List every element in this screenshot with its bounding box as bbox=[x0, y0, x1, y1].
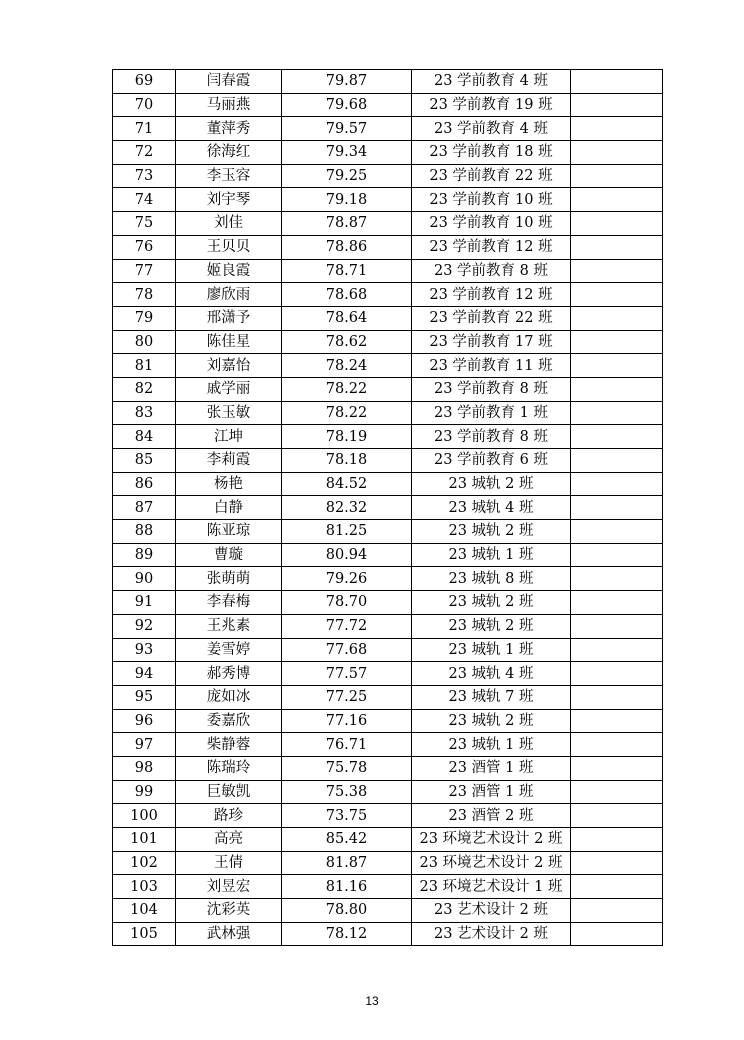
remark-cell bbox=[571, 425, 663, 449]
remark-cell bbox=[571, 828, 663, 852]
class-cell: 23 城轨 2 班 bbox=[412, 709, 571, 733]
name-cell: 陈瑞玲 bbox=[176, 756, 282, 780]
name-cell: 巨敏凯 bbox=[176, 780, 282, 804]
score-cell: 76.71 bbox=[282, 733, 412, 757]
score-cell: 77.16 bbox=[282, 709, 412, 733]
table-row bbox=[113, 354, 663, 378]
name-cell: 武林强 bbox=[176, 922, 282, 946]
score-cell: 78.68 bbox=[282, 283, 412, 307]
class-cell: 23 城轨 4 班 bbox=[412, 496, 571, 520]
rank-cell: 76 bbox=[113, 235, 176, 259]
score-cell: 78.71 bbox=[282, 259, 412, 283]
table-row bbox=[113, 164, 663, 188]
name-cell: 王贝贝 bbox=[176, 235, 282, 259]
name-cell: 张玉敏 bbox=[176, 401, 282, 425]
remark-cell bbox=[571, 780, 663, 804]
table-row bbox=[113, 259, 663, 283]
table-row bbox=[113, 780, 663, 804]
class-cell: 23 城轨 7 班 bbox=[412, 685, 571, 709]
remark-cell bbox=[571, 614, 663, 638]
remark-cell bbox=[571, 212, 663, 236]
score-cell: 78.18 bbox=[282, 449, 412, 473]
class-cell: 23 城轨 4 班 bbox=[412, 662, 571, 686]
class-cell: 23 酒管 1 班 bbox=[412, 756, 571, 780]
table-row bbox=[113, 306, 663, 330]
name-cell: 路珍 bbox=[176, 804, 282, 828]
rank-cell: 88 bbox=[113, 520, 176, 544]
rank-cell: 85 bbox=[113, 449, 176, 473]
name-cell: 委嘉欣 bbox=[176, 709, 282, 733]
table-row bbox=[113, 377, 663, 401]
score-cell: 79.34 bbox=[282, 141, 412, 165]
rank-cell: 72 bbox=[113, 141, 176, 165]
remark-cell bbox=[571, 188, 663, 212]
rank-cell: 83 bbox=[113, 401, 176, 425]
remark-cell bbox=[571, 567, 663, 591]
class-cell: 23 城轨 2 班 bbox=[412, 614, 571, 638]
remark-cell bbox=[571, 543, 663, 567]
table-row bbox=[113, 567, 663, 591]
rank-cell: 69 bbox=[113, 70, 176, 94]
class-cell: 23 环境艺术设计 1 班 bbox=[412, 875, 571, 899]
class-cell: 23 环境艺术设计 2 班 bbox=[412, 828, 571, 852]
remark-cell bbox=[571, 709, 663, 733]
score-cell: 77.25 bbox=[282, 685, 412, 709]
class-cell: 23 学前教育 4 班 bbox=[412, 70, 571, 94]
table-body bbox=[113, 70, 663, 946]
score-cell: 79.26 bbox=[282, 567, 412, 591]
score-cell: 81.87 bbox=[282, 851, 412, 875]
table-row bbox=[113, 401, 663, 425]
table-row bbox=[113, 756, 663, 780]
class-cell: 23 学前教育 12 班 bbox=[412, 235, 571, 259]
rank-cell: 100 bbox=[113, 804, 176, 828]
rank-cell: 75 bbox=[113, 212, 176, 236]
remark-cell bbox=[571, 496, 663, 520]
score-cell: 75.38 bbox=[282, 780, 412, 804]
score-cell: 84.52 bbox=[282, 472, 412, 496]
score-cell: 79.57 bbox=[282, 117, 412, 141]
rank-cell: 74 bbox=[113, 188, 176, 212]
score-cell: 78.64 bbox=[282, 306, 412, 330]
class-cell: 23 学前教育 1 班 bbox=[412, 401, 571, 425]
name-cell: 柴静蓉 bbox=[176, 733, 282, 757]
rank-cell: 84 bbox=[113, 425, 176, 449]
name-cell: 陈亚琼 bbox=[176, 520, 282, 544]
table-row bbox=[113, 472, 663, 496]
rank-cell: 91 bbox=[113, 591, 176, 615]
name-cell: 廖欣雨 bbox=[176, 283, 282, 307]
remark-cell bbox=[571, 117, 663, 141]
name-cell: 徐海红 bbox=[176, 141, 282, 165]
table-row bbox=[113, 828, 663, 852]
page-number: 13 bbox=[365, 994, 379, 1008]
score-cell: 78.24 bbox=[282, 354, 412, 378]
class-cell: 23 学前教育 12 班 bbox=[412, 283, 571, 307]
class-cell: 23 城轨 8 班 bbox=[412, 567, 571, 591]
remark-cell bbox=[571, 875, 663, 899]
score-cell: 77.72 bbox=[282, 614, 412, 638]
score-cell: 77.57 bbox=[282, 662, 412, 686]
table-row bbox=[113, 614, 663, 638]
score-cell: 73.75 bbox=[282, 804, 412, 828]
table-row bbox=[113, 93, 663, 117]
rank-cell: 103 bbox=[113, 875, 176, 899]
table-row bbox=[113, 733, 663, 757]
table-row bbox=[113, 662, 663, 686]
rank-cell: 93 bbox=[113, 638, 176, 662]
table-row bbox=[113, 188, 663, 212]
class-cell: 23 城轨 1 班 bbox=[412, 733, 571, 757]
class-cell: 23 学前教育 18 班 bbox=[412, 141, 571, 165]
rank-cell: 82 bbox=[113, 377, 176, 401]
rank-cell: 90 bbox=[113, 567, 176, 591]
name-cell: 王兆素 bbox=[176, 614, 282, 638]
class-cell: 23 酒管 1 班 bbox=[412, 780, 571, 804]
class-cell: 23 学前教育 8 班 bbox=[412, 377, 571, 401]
name-cell: 李莉霞 bbox=[176, 449, 282, 473]
class-cell: 23 艺术设计 2 班 bbox=[412, 922, 571, 946]
table-row bbox=[113, 804, 663, 828]
name-cell: 沈彩英 bbox=[176, 899, 282, 923]
class-cell: 23 酒管 2 班 bbox=[412, 804, 571, 828]
class-cell: 23 学前教育 17 班 bbox=[412, 330, 571, 354]
remark-cell bbox=[571, 449, 663, 473]
remark-cell bbox=[571, 93, 663, 117]
remark-cell bbox=[571, 804, 663, 828]
remark-cell bbox=[571, 330, 663, 354]
rank-cell: 79 bbox=[113, 306, 176, 330]
name-cell: 董萍秀 bbox=[176, 117, 282, 141]
score-cell: 79.18 bbox=[282, 188, 412, 212]
score-cell: 78.62 bbox=[282, 330, 412, 354]
table-row bbox=[113, 425, 663, 449]
table-row bbox=[113, 235, 663, 259]
remark-cell bbox=[571, 922, 663, 946]
remark-cell bbox=[571, 70, 663, 94]
name-cell: 刘佳 bbox=[176, 212, 282, 236]
rank-cell: 87 bbox=[113, 496, 176, 520]
class-cell: 23 学前教育 10 班 bbox=[412, 188, 571, 212]
remark-cell bbox=[571, 472, 663, 496]
class-cell: 23 学前教育 22 班 bbox=[412, 306, 571, 330]
table-row bbox=[113, 638, 663, 662]
remark-cell bbox=[571, 377, 663, 401]
name-cell: 刘宇琴 bbox=[176, 188, 282, 212]
name-cell: 姜雪婷 bbox=[176, 638, 282, 662]
class-cell: 23 城轨 1 班 bbox=[412, 543, 571, 567]
class-cell: 23 艺术设计 2 班 bbox=[412, 899, 571, 923]
table-row bbox=[113, 899, 663, 923]
class-cell: 23 学前教育 22 班 bbox=[412, 164, 571, 188]
table-row bbox=[113, 543, 663, 567]
rank-cell: 70 bbox=[113, 93, 176, 117]
rank-cell: 92 bbox=[113, 614, 176, 638]
table-row bbox=[113, 70, 663, 94]
name-cell: 王倩 bbox=[176, 851, 282, 875]
score-cell: 78.80 bbox=[282, 899, 412, 923]
table-row bbox=[113, 922, 663, 946]
remark-cell bbox=[571, 306, 663, 330]
rank-cell: 77 bbox=[113, 259, 176, 283]
remark-cell bbox=[571, 520, 663, 544]
name-cell: 陈佳星 bbox=[176, 330, 282, 354]
name-cell: 张萌萌 bbox=[176, 567, 282, 591]
table-row bbox=[113, 141, 663, 165]
rank-cell: 94 bbox=[113, 662, 176, 686]
name-cell: 戚学丽 bbox=[176, 377, 282, 401]
remark-cell bbox=[571, 283, 663, 307]
class-cell: 23 城轨 2 班 bbox=[412, 520, 571, 544]
score-cell: 85.42 bbox=[282, 828, 412, 852]
rank-cell: 105 bbox=[113, 922, 176, 946]
class-cell: 23 学前教育 19 班 bbox=[412, 93, 571, 117]
name-cell: 郝秀博 bbox=[176, 662, 282, 686]
class-cell: 23 环境艺术设计 2 班 bbox=[412, 851, 571, 875]
remark-cell bbox=[571, 235, 663, 259]
rank-cell: 89 bbox=[113, 543, 176, 567]
name-cell: 邢潇予 bbox=[176, 306, 282, 330]
score-cell: 78.19 bbox=[282, 425, 412, 449]
remark-cell bbox=[571, 733, 663, 757]
name-cell: 白静 bbox=[176, 496, 282, 520]
table-row bbox=[113, 496, 663, 520]
class-cell: 23 城轨 2 班 bbox=[412, 472, 571, 496]
table-row bbox=[113, 212, 663, 236]
name-cell: 刘嘉怡 bbox=[176, 354, 282, 378]
name-cell: 曹璇 bbox=[176, 543, 282, 567]
rank-cell: 86 bbox=[113, 472, 176, 496]
remark-cell bbox=[571, 662, 663, 686]
remark-cell bbox=[571, 638, 663, 662]
rank-cell: 96 bbox=[113, 709, 176, 733]
table-row bbox=[113, 117, 663, 141]
score-cell: 81.16 bbox=[282, 875, 412, 899]
name-cell: 庞如冰 bbox=[176, 685, 282, 709]
rank-cell: 73 bbox=[113, 164, 176, 188]
name-cell: 马丽燕 bbox=[176, 93, 282, 117]
remark-cell bbox=[571, 899, 663, 923]
score-cell: 75.78 bbox=[282, 756, 412, 780]
class-cell: 23 学前教育 4 班 bbox=[412, 117, 571, 141]
table-row bbox=[113, 851, 663, 875]
score-cell: 79.87 bbox=[282, 70, 412, 94]
table-row bbox=[113, 591, 663, 615]
remark-cell bbox=[571, 164, 663, 188]
score-cell: 78.22 bbox=[282, 377, 412, 401]
name-cell: 高亮 bbox=[176, 828, 282, 852]
rank-cell: 81 bbox=[113, 354, 176, 378]
rank-cell: 71 bbox=[113, 117, 176, 141]
class-cell: 23 学前教育 8 班 bbox=[412, 425, 571, 449]
remark-cell bbox=[571, 354, 663, 378]
rank-cell: 95 bbox=[113, 685, 176, 709]
score-cell: 79.25 bbox=[282, 164, 412, 188]
remark-cell bbox=[571, 756, 663, 780]
rank-cell: 97 bbox=[113, 733, 176, 757]
remark-cell bbox=[571, 591, 663, 615]
table-row bbox=[113, 449, 663, 473]
score-cell: 78.22 bbox=[282, 401, 412, 425]
table-row bbox=[113, 520, 663, 544]
table-row bbox=[113, 283, 663, 307]
class-cell: 23 学前教育 6 班 bbox=[412, 449, 571, 473]
name-cell: 刘昱宏 bbox=[176, 875, 282, 899]
score-cell: 78.87 bbox=[282, 212, 412, 236]
remark-cell bbox=[571, 401, 663, 425]
remark-cell bbox=[571, 259, 663, 283]
score-cell: 82.32 bbox=[282, 496, 412, 520]
score-cell: 78.70 bbox=[282, 591, 412, 615]
remark-cell bbox=[571, 851, 663, 875]
rank-cell: 78 bbox=[113, 283, 176, 307]
table-row bbox=[113, 875, 663, 899]
score-cell: 81.25 bbox=[282, 520, 412, 544]
rank-cell: 99 bbox=[113, 780, 176, 804]
class-cell: 23 学前教育 10 班 bbox=[412, 212, 571, 236]
score-cell: 78.86 bbox=[282, 235, 412, 259]
class-cell: 23 学前教育 8 班 bbox=[412, 259, 571, 283]
name-cell: 杨艳 bbox=[176, 472, 282, 496]
table-row bbox=[113, 685, 663, 709]
rank-cell: 104 bbox=[113, 899, 176, 923]
rank-cell: 101 bbox=[113, 828, 176, 852]
score-cell: 80.94 bbox=[282, 543, 412, 567]
class-cell: 23 城轨 1 班 bbox=[412, 638, 571, 662]
class-cell: 23 城轨 2 班 bbox=[412, 591, 571, 615]
table-row bbox=[113, 709, 663, 733]
name-cell: 江坤 bbox=[176, 425, 282, 449]
table-row bbox=[113, 330, 663, 354]
name-cell: 姬良霞 bbox=[176, 259, 282, 283]
score-cell: 79.68 bbox=[282, 93, 412, 117]
rank-cell: 80 bbox=[113, 330, 176, 354]
name-cell: 闫春霞 bbox=[176, 70, 282, 94]
rank-cell: 102 bbox=[113, 851, 176, 875]
name-cell: 李春梅 bbox=[176, 591, 282, 615]
remark-cell bbox=[571, 685, 663, 709]
class-cell: 23 学前教育 11 班 bbox=[412, 354, 571, 378]
rank-cell: 98 bbox=[113, 756, 176, 780]
score-cell: 78.12 bbox=[282, 922, 412, 946]
name-cell: 李玉容 bbox=[176, 164, 282, 188]
ranking-table bbox=[112, 69, 663, 946]
remark-cell bbox=[571, 141, 663, 165]
score-cell: 77.68 bbox=[282, 638, 412, 662]
